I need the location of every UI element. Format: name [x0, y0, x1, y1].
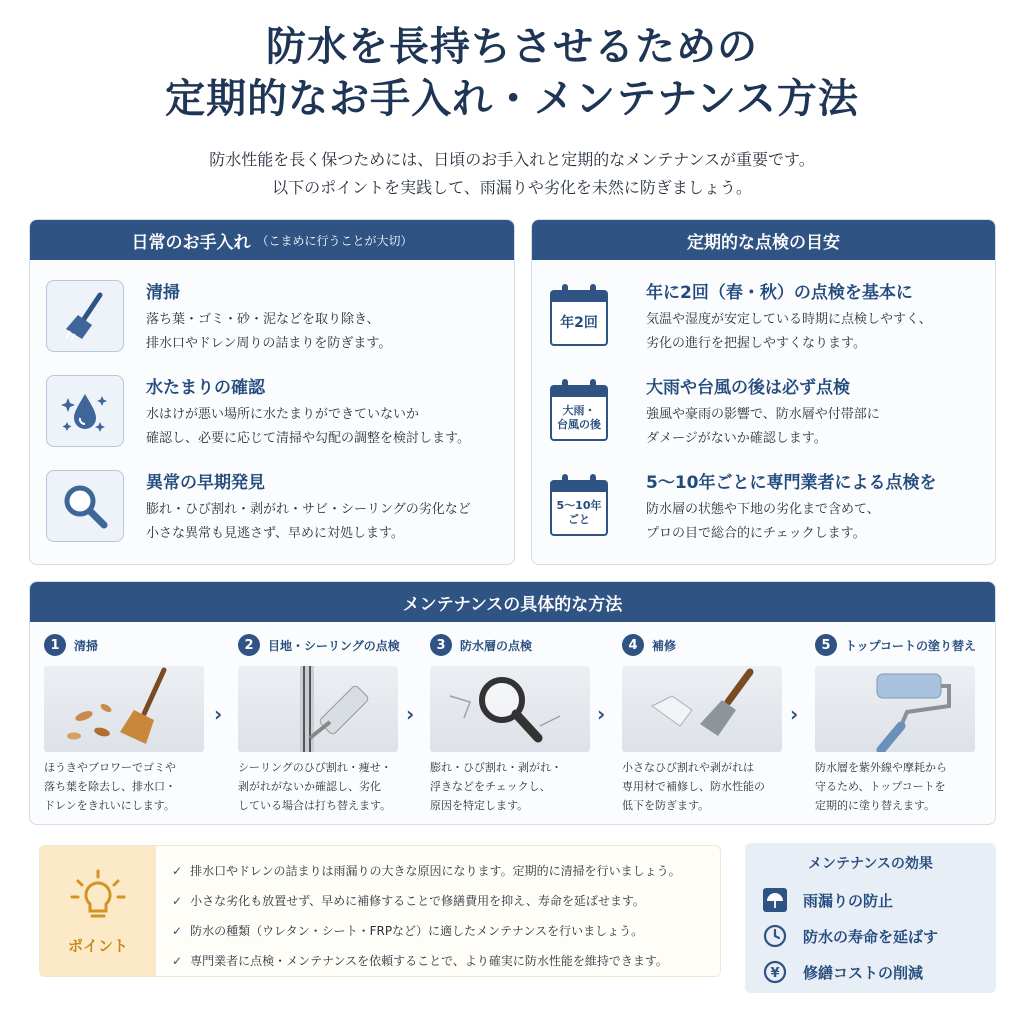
- page-title: [0, 22, 1024, 126]
- desc-line: 気温や湿度が安定している時期に点検しやすく、: [646, 312, 932, 327]
- desc-line: 強風や豪雨の影響で、防水層や付帯部に: [646, 407, 880, 422]
- desc-line: ダメージがないか確認します。: [646, 431, 827, 446]
- point-text: 専門業者に点検・メンテナンスを依頼することで、より確実に防水性能を維持できます。: [190, 954, 668, 968]
- step-label: トップコートの塗り替え: [845, 639, 977, 653]
- chevron-right-icon: ›: [790, 702, 799, 726]
- calendar-label: 大雨・: [562, 404, 596, 417]
- svg-text:¥: ¥: [770, 966, 780, 981]
- desc-line: 膨れ・ひび割れ・剥がれ・サビ・シーリングの劣化など: [146, 502, 471, 517]
- daily-care-header: [30, 220, 514, 260]
- effect-item: [763, 885, 983, 915]
- point-list: [172, 856, 681, 976]
- desc-line: 劣化の進行を把握しやすくなります。: [646, 336, 866, 351]
- daily-care-panel: [29, 219, 515, 565]
- check-icon: ✓: [172, 924, 183, 938]
- desc-line: ドレンをきれいにします。: [44, 799, 175, 812]
- desc-line: 落ち葉を除去し、排水口・: [44, 780, 176, 793]
- desc-line: 原因を特定します。: [430, 799, 529, 812]
- daily-item-title: 異常の早期発見: [146, 473, 265, 493]
- daily-item-desc: [146, 498, 471, 546]
- intro-line-1: 防水性能を長く保つためには、日頃のお手入れと定期的なメンテナンスが重要です。: [209, 150, 815, 169]
- point-badge-label: ポイント: [67, 936, 128, 955]
- daily-item-early-detection: [30, 460, 514, 550]
- paint-roller-image: [815, 666, 975, 752]
- methods-header: メンテナンスの具体的な方法: [30, 582, 995, 622]
- daily-item-title: 清掃: [146, 283, 180, 303]
- desc-line: している場合は打ち替えます。: [238, 799, 392, 812]
- lightbulb-icon: [68, 869, 128, 929]
- title-line-2: 定期的なお手入れ・メンテナンス方法: [165, 76, 859, 122]
- periodic-item-title: 5〜10年ごとに専門業者による点検を: [646, 473, 937, 493]
- effect-item: [763, 921, 983, 951]
- point-box: [39, 845, 721, 977]
- spatula-repair-image: [622, 666, 782, 752]
- point-text: 防水の種類（ウレタン・シート・FRPなど）に適したメンテナンスを行いましょう。: [190, 924, 644, 938]
- effect-label: 防水の寿命を延ばす: [803, 927, 939, 946]
- daily-item-puddle: [30, 365, 514, 455]
- daily-care-heading: 日常のお手入れ: [131, 232, 251, 253]
- daily-item-title: 水たまりの確認: [146, 378, 265, 398]
- desc-line: 防水層の状態や下地の劣化まで含めて、: [646, 502, 880, 517]
- periodic-item-title: 大雨や台風の後は必ず点検: [646, 378, 850, 398]
- calendar-label: 年2回: [560, 315, 598, 331]
- desc-line: 低下を防ぎます。: [622, 799, 710, 812]
- check-icon: ✓: [172, 954, 183, 968]
- maintenance-methods-panel: [29, 581, 996, 825]
- effect-label: 雨漏りの防止: [803, 891, 894, 910]
- intro-text: [0, 146, 1024, 202]
- periodic-item-professional: [532, 460, 995, 550]
- step-number: 2: [238, 634, 260, 656]
- list-item: [172, 856, 681, 886]
- periodic-item-desc: [646, 498, 880, 546]
- calendar-icon: [550, 284, 608, 346]
- point-text: 小さな劣化も放置せず、早めに補修することで修繕費用を抑え、寿命を延ばせます。: [190, 894, 645, 908]
- periodic-item-twice-a-year: [532, 270, 995, 360]
- periodic-inspection-panel: [531, 219, 996, 565]
- desc-line: プロの目で総合的にチェックします。: [646, 526, 866, 541]
- desc-line: シーリングのひび割れ・痩せ・: [238, 761, 392, 774]
- effect-heading: メンテナンスの効果: [808, 856, 933, 872]
- desc-line: 膨れ・ひび割れ・剥がれ・: [430, 761, 562, 774]
- daily-care-subheading: （こまめに行うことが大切）: [256, 233, 413, 248]
- step-number: 4: [622, 634, 644, 656]
- umbrella-icon: [763, 888, 787, 912]
- desc-line: 浮きなどをチェックし、: [430, 780, 551, 793]
- calendar-label: 台風の後: [557, 418, 601, 431]
- step-label: 目地・シーリングの点検: [268, 639, 400, 653]
- clock-icon: [763, 924, 787, 948]
- calendar-icon: [550, 474, 608, 536]
- desc-line: 専用材で補修し、防水性能の: [622, 780, 765, 793]
- desc-line: 小さな異常も見逃さず、早めに対処します。: [146, 526, 404, 541]
- daily-item-desc: [146, 403, 470, 451]
- chevron-right-icon: ›: [406, 702, 415, 726]
- magnifier-icon: [46, 470, 124, 542]
- desc-line: 防水層を紫外線や摩耗から: [815, 761, 947, 774]
- calendar-label: ごと: [568, 513, 590, 526]
- chevron-right-icon: ›: [214, 702, 223, 726]
- step-number: 1: [44, 634, 66, 656]
- water-drop-icon: [46, 375, 124, 447]
- desc-line: 定期的に塗り替えます。: [815, 799, 936, 812]
- step-desc: [815, 758, 947, 815]
- desc-line: 水はけが悪い場所に水たまりができていないか: [146, 407, 420, 422]
- effect-item: [763, 957, 983, 987]
- step-desc: [430, 758, 562, 815]
- effect-box: [745, 843, 996, 993]
- sealing-gun-image: [238, 666, 398, 752]
- yen-icon: [763, 960, 787, 984]
- step-label: 防水層の点検: [460, 639, 533, 653]
- desc-line: 落ち葉・ゴミ・砂・泥などを取り除き、: [146, 312, 380, 327]
- step-number: 3: [430, 634, 452, 656]
- point-text: 排水口やドレンの詰まりは雨漏りの大きな原因になります。定期的に清掃を行いましょう。: [190, 864, 681, 878]
- list-item: [172, 886, 681, 916]
- broom-icon: [46, 280, 124, 352]
- chevron-right-icon: ›: [597, 702, 606, 726]
- desc-line: ほうきやブロワーでゴミや: [44, 761, 176, 774]
- step-label: 清掃: [74, 639, 99, 653]
- step-desc: [622, 758, 765, 815]
- periodic-item-desc: [646, 403, 880, 451]
- step-desc: [238, 758, 392, 815]
- desc-line: 小さなひび割れや剥がれは: [622, 761, 754, 774]
- step-desc: [44, 758, 176, 815]
- check-icon: ✓: [172, 894, 183, 908]
- daily-item-cleaning: [30, 270, 514, 360]
- periodic-inspection-header: 定期的な点検の目安: [532, 220, 995, 260]
- step-label: 補修: [652, 639, 677, 653]
- desc-line: 守るため、トップコートを: [815, 780, 946, 793]
- periodic-item-desc: [646, 308, 932, 356]
- effect-label: 修繕コストの削減: [803, 963, 924, 982]
- calendar-label: 5〜10年: [556, 499, 602, 512]
- list-item: [172, 916, 681, 946]
- check-icon: ✓: [172, 864, 183, 878]
- daily-item-desc: [146, 308, 391, 356]
- desc-line: 確認し、必要に応じて清掃や勾配の調整を検討します。: [146, 431, 470, 446]
- title-line-1: 防水を長持ちさせるための: [266, 24, 758, 70]
- desc-line: 排水口やドレン周りの詰まりを防ぎます。: [146, 336, 392, 351]
- point-badge: [40, 846, 156, 977]
- list-item: [172, 946, 681, 976]
- calendar-icon: [550, 379, 608, 441]
- magnifier-inspection-image: [430, 666, 590, 752]
- step-number: 5: [815, 634, 837, 656]
- periodic-item-title: 年に2回（春・秋）の点検を基本に: [646, 283, 913, 303]
- intro-line-2: 以下のポイントを実践して、雨漏りや劣化を未然に防ぎましょう。: [272, 178, 752, 197]
- desc-line: 剥がれがないか確認し、劣化: [238, 780, 381, 793]
- periodic-item-after-storm: [532, 365, 995, 455]
- broom-sweeping-image: [44, 666, 204, 752]
